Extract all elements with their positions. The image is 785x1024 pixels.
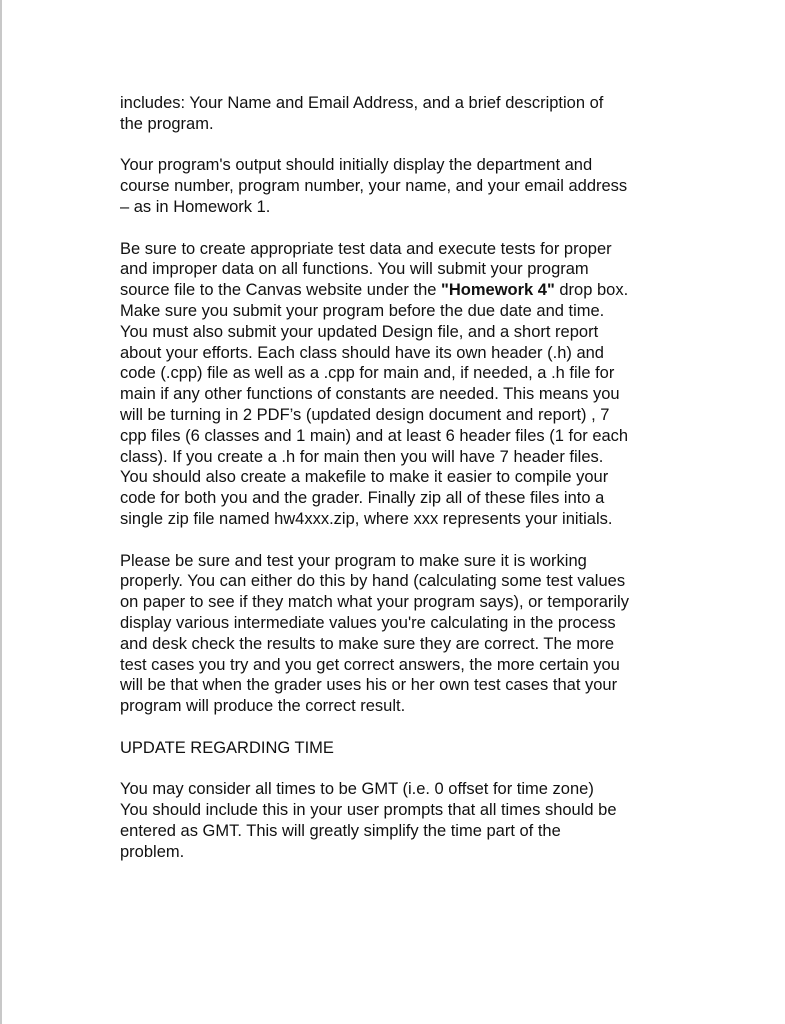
text-line: will be that when the grader uses his or her own test cases that your [120, 676, 618, 695]
text-line: test cases you try and you get correct answers, the more certain you [120, 655, 620, 674]
document-body [120, 93, 700, 883]
text-line: Please be sure and test your program to make sure it is working [120, 551, 587, 570]
paragraph-time-update [120, 779, 700, 862]
text-segment: source file to the Canvas website under the [120, 281, 442, 300]
paragraph-submission-instructions [120, 239, 700, 530]
paragraph-program-output [120, 155, 700, 217]
text-line: display various intermediate values you're calculating in the process [120, 613, 616, 632]
text-line: about your efforts. Each class should have its own header (.h) and [120, 343, 604, 362]
text-line: program will produce the correct result. [120, 697, 406, 716]
text-line: You must also submit your updated Design file, and a short report [120, 322, 599, 341]
text-line: code (.cpp) file as well as a .cpp for main and, if needed, a .h file for [120, 364, 615, 383]
text-line: the program. [120, 114, 214, 133]
text-line: – as in Homework 1. [120, 197, 271, 216]
text-segment: drop box. [554, 281, 629, 300]
text-line: and desk check the results to make sure they are correct. The more [120, 634, 615, 653]
text-line: Be sure to create appropriate test data and execute tests for proper [120, 239, 612, 258]
text-line: course number, program number, your name, and your email address [120, 177, 628, 196]
text-line: Your program's output should initially display the department and [120, 156, 593, 175]
text-line: main if any other functions of constants are needed. This means you [120, 385, 620, 404]
text-line: properly. You can either do this by hand (calculating some test values [120, 572, 626, 591]
text-line: includes: Your Name and Email Address, and a brief description of [120, 94, 604, 112]
text-line-with-bold [120, 280, 700, 301]
heading-text: UPDATE REGARDING TIME [120, 738, 334, 757]
text-line: will be turning in 2 PDF’s (updated design document and report) , 7 [120, 405, 610, 424]
text-line: You should also create a makefile to make it easier to compile your [120, 468, 609, 487]
text-line: on paper to see if they match what your program says), or temporarily [120, 593, 629, 612]
text-line: You may consider all times to be GMT (i.e. 0 offset for time zone) [120, 780, 594, 799]
text-line: single zip file named hw4xxx.zip, where xxx represents your initials. [120, 509, 613, 528]
homework-dropbox-name: "Homework 4" [441, 281, 555, 300]
text-line: class). If you create a .h for main then you will have 7 header files. [120, 447, 604, 466]
text-line: Make sure you submit your program before the due date and time. [120, 301, 605, 320]
text-line: You should include this in your user prompts that all times should be [120, 801, 617, 820]
text-line: cpp files (6 classes and 1 main) and at least 6 header files (1 for each [120, 426, 629, 445]
paragraph-program-description [120, 93, 700, 135]
paragraph-testing [120, 551, 700, 717]
text-line: code for both you and the grader. Finally zip all of these files into a [120, 489, 605, 508]
section-heading-update-time [120, 738, 700, 759]
text-line: entered as GMT. This will greatly simplify the time part of the [120, 821, 561, 840]
text-line: and improper data on all functions. You will submit your program [120, 260, 589, 279]
text-line: problem. [120, 842, 185, 861]
